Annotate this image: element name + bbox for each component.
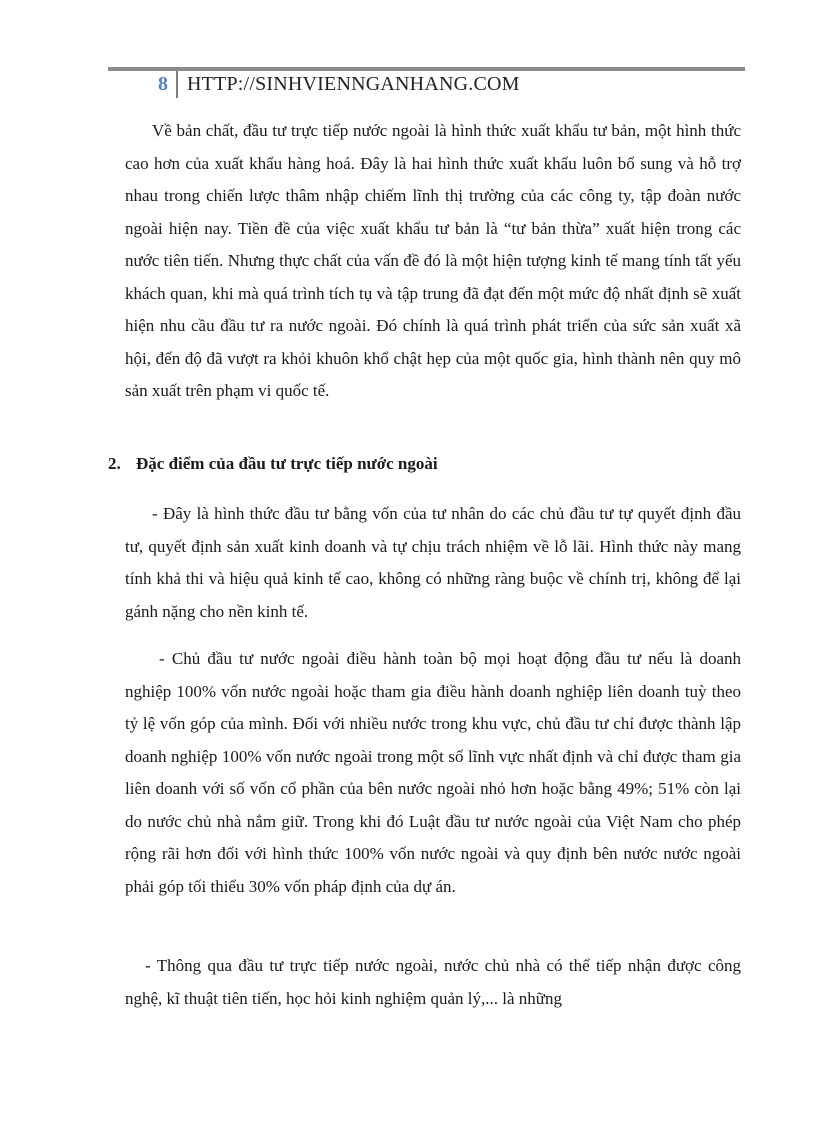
paragraph-feature-2: - Chủ đầu tư nước ngoài điều hành toàn bộ mọi hoạt động đầu tư nếu là doanh nghiệp 100% vốn nước ngoài hoặc tham gia điều hành doanh nghiệp liên doanh tuỳ theo tỷ lệ vốn góp của mình. Đối với nhiều nước trong khu vực, chủ đầu tư chỉ được thành lập doanh nghiệp 100% vốn nước ngoài trong một số lĩnh vực nhất định và chỉ được tham gia liên doanh với số vốn cổ phần của bên nước ngoài nhỏ hơn hoặc bằng 49%; 51% còn lại do nước chủ nhà nắm giữ. Trong khi đó Luật đầu tư nước ngoài của Việt Nam cho phép rộng rãi hơn đối với hình thức 100% vốn nước ngoài và quy định bên nước nước ngoài phải góp tối thiểu 30% vốn pháp định của dự án. xyxy=(125,649,741,896)
header-separator xyxy=(176,71,178,98)
paragraph-feature-1: - Đây là hình thức đầu tư bằng vốn của tư nhân do các chủ đầu tư tự quyết định đầu tư, quyết định sản xuất kinh doanh và tự chịu trách nhiệm về lỗ lãi. Hình thức này mang tính khả thi và hiệu quả kinh tế cao, không có những ràng buộc về chính trị, không để lại gánh nặng cho nền kinh tế. xyxy=(125,504,741,621)
section-number: 2. xyxy=(108,454,121,473)
paragraph-feature-3: - Thông qua đầu tư trực tiếp nước ngoài, nước chủ nhà có thể tiếp nhận được công nghệ, kĩ thuật tiên tiến, học hỏi kinh nghiệm quản lý,... là những xyxy=(125,956,741,1008)
paragraph-intro: Về bản chất, đầu tư trực tiếp nước ngoài là hình thức xuất khẩu tư bản, một hình thức cao hơn của xuất khẩu hàng hoá. Đây là hai hình thức xuất khẩu luôn bổ sung và hỗ trợ nhau trong chiến lược thâm nhập chiếm lĩnh thị trường của các công ty, tập đoàn nước ngoài hiện nay. Tiền đề của việc xuất khẩu tư bản là “tư bản thừa” xuất hiện trong các nước tiên tiến. Nhưng thực chất của vấn đề đó là một hiện tượng kinh tế mang tính tất yếu khách quan, khi mà quá trình tích tụ và tập trung đã đạt đến một mức độ nhất định sẽ xuất hiện nhu cầu đầu tư ra nước ngoài. Đó chính là quá trình phát triển của sức sản xuất xã hội, đến độ đã vượt ra khỏi khuôn khổ chật hẹp của một quốc gia, hình thành nên quy mô sản xuất trên phạm vi quốc tế. xyxy=(125,121,741,400)
page-header xyxy=(108,71,745,99)
page-number: 8 xyxy=(158,73,168,95)
header-site-url: HTTP://SINHVIENNGANHANG.COM xyxy=(187,73,520,95)
section-title: Đặc điểm của đầu tư trực tiếp nước ngoài xyxy=(136,454,438,473)
section-heading xyxy=(108,454,728,474)
